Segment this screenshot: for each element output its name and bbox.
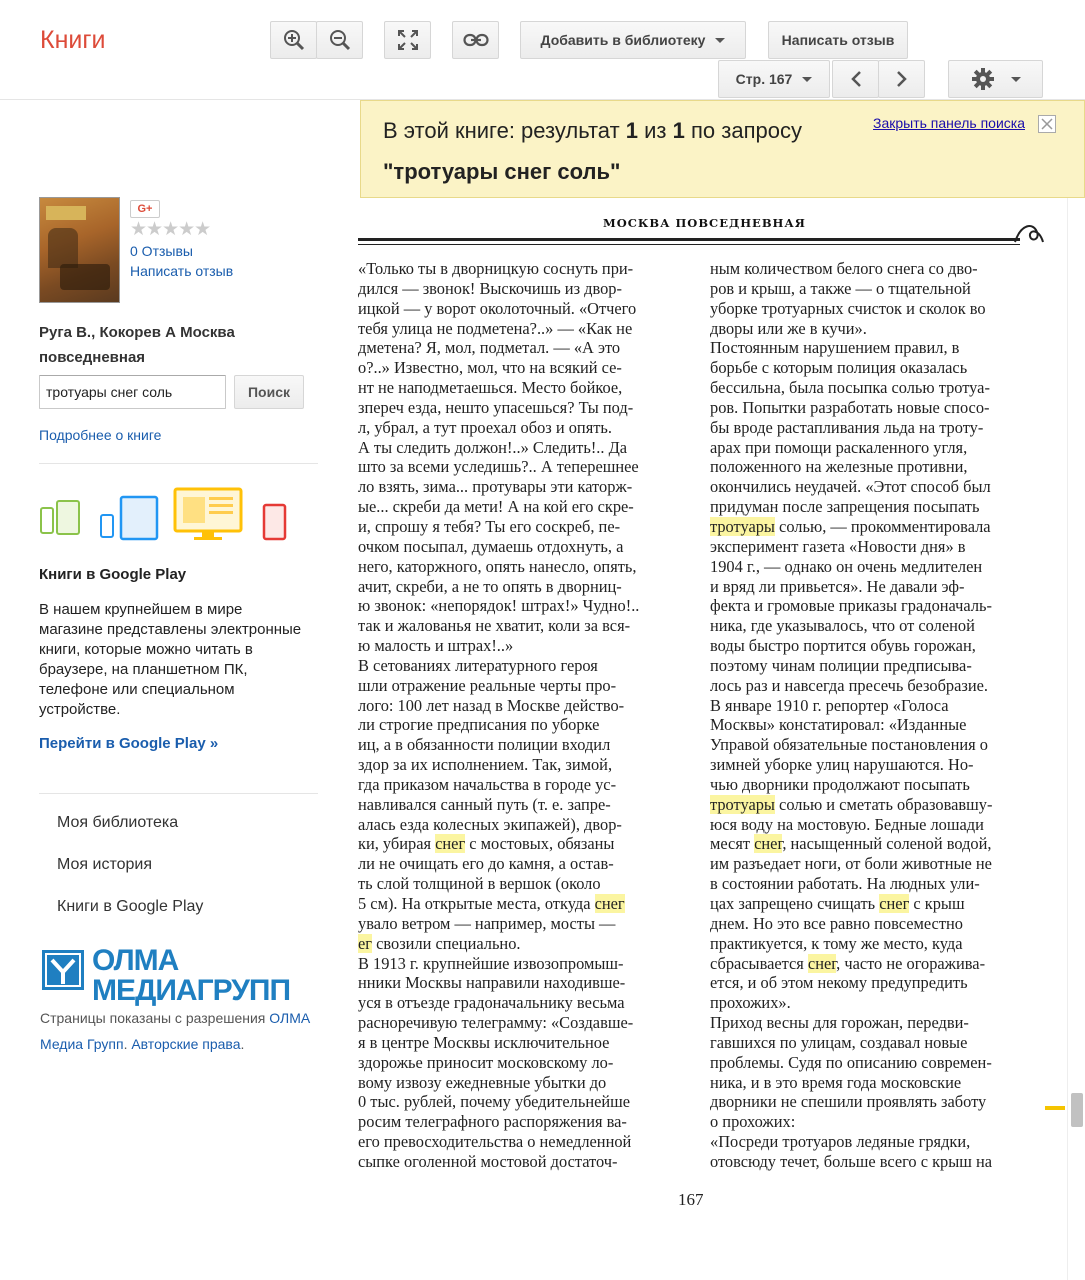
text-line: иц, а в обязанности полиции входил bbox=[358, 735, 611, 755]
text-line: дворники не спешили проявлять заботу bbox=[710, 1092, 987, 1112]
menu-google-play-books[interactable]: Книги в Google Play bbox=[57, 898, 204, 915]
text-line: дметена? Я, мол, подметал. — «А это bbox=[358, 338, 621, 358]
brand-logo[interactable]: Книги bbox=[40, 26, 106, 54]
book-cover[interactable] bbox=[39, 197, 120, 303]
text-line: 0 тыс. рублей, почему убедительнейше bbox=[358, 1092, 631, 1112]
text-line: и, спрошу я тебя? Ты его соскреб, пе- bbox=[358, 516, 621, 536]
publisher-logo-text: ОЛМА МЕДИАГРУПП bbox=[92, 944, 291, 1007]
text-line: росим телеграфного распоряжения ва- bbox=[358, 1112, 627, 1132]
menu-my-history[interactable]: Моя история bbox=[57, 856, 152, 873]
search-highlight[interactable]: снег bbox=[807, 953, 837, 973]
text-line: ки, убирая снег с мостовых, обязаны bbox=[358, 834, 615, 854]
close-search-panel-link[interactable]: Закрыть панель поиска bbox=[873, 115, 1025, 131]
text-line: ника, и в это время года московские bbox=[710, 1072, 962, 1092]
text-line: здор за их исполнением. Так, зимой, bbox=[358, 755, 613, 775]
text-line: им разъедает ноги, от боли животные не bbox=[710, 854, 992, 874]
text-line: ли строгие предписания по уборке bbox=[358, 715, 600, 735]
text-line: здорожье приносит московскому ло- bbox=[358, 1052, 614, 1072]
header-rule bbox=[358, 238, 1020, 241]
text-line: ю звонок: «непорядок! штрах!» Чудно!.. bbox=[358, 596, 640, 616]
link-button[interactable] bbox=[452, 21, 499, 59]
text-line: сбрасывается снег, часто не огоражива- bbox=[710, 953, 986, 973]
text-line: 1904 г., — однако он очень медлителен bbox=[710, 556, 983, 576]
top-toolbar bbox=[0, 0, 1085, 100]
book-title: Руга В., Кокорев А Москва повседневная bbox=[39, 324, 235, 366]
text-line: расноречивую телеграмму: «Создавше- bbox=[358, 1013, 634, 1033]
page-selector-label: Стр. 167 bbox=[735, 71, 793, 87]
text-line: Управой обязательные постановления о bbox=[710, 735, 988, 755]
fullscreen-button[interactable] bbox=[384, 21, 431, 59]
text-line: навливался санный путь (т. е. запре- bbox=[358, 794, 611, 814]
search-highlight[interactable]: ег bbox=[358, 933, 372, 953]
text-line: воды быстро портится обувь горожан, bbox=[710, 636, 976, 656]
text-line: поэтому чинам полиции предписыва- bbox=[710, 655, 972, 675]
running-head: МОСКВА ПОВСЕДНЕВНАЯ bbox=[603, 216, 806, 230]
add-to-library-button[interactable] bbox=[520, 21, 746, 59]
text-line: бессильна, была посыпка солью тротуа- bbox=[710, 378, 990, 398]
text-line: Постоянным нарушением правил, в bbox=[710, 338, 960, 358]
add-to-library-label: Добавить в библиотеку bbox=[540, 32, 706, 48]
text-line: его превосходительства о немедленной bbox=[358, 1132, 632, 1152]
text-line: тротуары солью, — прокомментировала bbox=[710, 516, 991, 536]
text-column-left bbox=[358, 259, 680, 1172]
chevron-left-icon bbox=[850, 70, 862, 88]
text-line: вому извозу ежедневные убытки до bbox=[358, 1072, 607, 1092]
text-line: ицкой — у ворот околоточный. «Отчего bbox=[358, 298, 637, 318]
text-line: Москвы» констатировал: «Изданные bbox=[710, 715, 967, 735]
text-line: зпереч езда, нешто упасешься? Ты под- bbox=[358, 397, 634, 417]
text-line: уборке тротуарных счисток и сколок во bbox=[710, 298, 986, 318]
text-line: ется, и об этом некому предупредить bbox=[710, 973, 968, 993]
search-results-panel bbox=[360, 100, 1085, 198]
text-line: ров и крыш, а также — о тщательной bbox=[710, 278, 971, 298]
search-highlight[interactable]: тротуары bbox=[710, 794, 775, 814]
write-review-button[interactable] bbox=[768, 21, 908, 59]
publisher-link[interactable]: ОЛМА Медиа Групп bbox=[40, 1010, 311, 1052]
text-line: ров. Попытки разработать новые спосо- bbox=[710, 397, 990, 417]
text-line: зимней уборке улиц нарушаются. Но- bbox=[710, 755, 974, 775]
settings-button[interactable] bbox=[948, 60, 1043, 98]
text-line: лось раз и навсегда пресечь безобразие. bbox=[710, 675, 989, 695]
book-page bbox=[358, 198, 1045, 1280]
scrollbar-thumb[interactable] bbox=[1071, 1093, 1083, 1127]
text-line: ть слой толщиной в вершок (около bbox=[358, 874, 601, 894]
google-play-description: В нашем крупнейшем в мире магазине представлены электронные книги, которые можно читать в браузере, на планшетном ПК, телефоне или специальном устройстве. bbox=[39, 601, 302, 718]
text-line: гда приказом начальства в городе ус- bbox=[358, 774, 617, 794]
chevron-right-icon bbox=[896, 70, 908, 88]
write-review-link[interactable]: Написать отзыв bbox=[130, 263, 234, 279]
text-line: ые... скреби да мети! А на кой его скре- bbox=[358, 497, 634, 517]
text-line: увало ветром — например, мосты — bbox=[358, 913, 616, 933]
prev-page-button[interactable] bbox=[832, 60, 879, 98]
text-line: дворы или же в кучи». bbox=[710, 318, 867, 338]
text-line: ли не очищать его до камня, а остав- bbox=[358, 854, 614, 874]
search-in-book-input[interactable] bbox=[39, 375, 226, 409]
text-line: нт не наподметаешься. Место бойкое, bbox=[358, 378, 623, 398]
text-line: о прохожих: bbox=[710, 1112, 796, 1132]
page-number: 167 bbox=[678, 1190, 704, 1209]
text-line: чью дворники продолжают посыпать bbox=[710, 774, 970, 794]
text-line: очком посыпал, думаешь отдохнуть, а bbox=[358, 536, 624, 556]
text-line: што за всеми уследишь?.. А теперешнее bbox=[358, 457, 639, 477]
fullscreen-icon bbox=[397, 29, 419, 51]
more-about-book-link[interactable]: Подробнее о книге bbox=[39, 427, 162, 443]
text-line: ным количеством белого снега со дво- bbox=[710, 259, 978, 278]
text-line: «Посреди тротуаров ледяные грядки, bbox=[710, 1132, 971, 1152]
text-line: ника, где указывалось, что от соленой bbox=[710, 616, 975, 636]
copyright-link[interactable]: Авторские права bbox=[131, 1036, 241, 1052]
google-plus-button[interactable]: G+ bbox=[130, 200, 160, 218]
text-line: ю малость и штрах!..» bbox=[358, 636, 514, 656]
text-line: уся в отъезде градоначальнику весьма bbox=[358, 993, 625, 1013]
text-line: ло взять, зима... протувары эти каторж- bbox=[358, 477, 633, 497]
text-line: ег свозили специально. bbox=[358, 933, 521, 953]
link-icon bbox=[463, 33, 489, 47]
text-line: Приход весны для горожан, передви- bbox=[710, 1013, 969, 1033]
text-line: арах при помощи раскаленного угля, bbox=[710, 437, 968, 457]
permission-note: Страницы показаны с разрешения ОЛМА Медиа Групп. Авторские права. bbox=[40, 1010, 311, 1052]
text-line: дился — звонок! Выскочишь из двор- bbox=[358, 278, 622, 298]
header-rule-thin bbox=[358, 244, 1020, 245]
text-line: В январе 1910 г. репортер «Голоса bbox=[710, 695, 949, 715]
text-line: придуман после запрещения посыпать bbox=[710, 497, 980, 517]
text-line: алась езда колесных экипажей), двор- bbox=[358, 814, 622, 834]
close-icon[interactable] bbox=[1038, 115, 1056, 133]
search-highlight[interactable]: снег bbox=[879, 894, 910, 913]
text-line: В сетованиях литературного героя bbox=[358, 655, 598, 675]
go-to-google-play-link[interactable]: Перейти в Google Play » bbox=[39, 735, 219, 752]
zoom-out-icon bbox=[329, 29, 351, 51]
page-selector[interactable] bbox=[718, 60, 830, 98]
text-line: и вряд ли привьется». Не давали эф- bbox=[710, 576, 965, 596]
text-line: о?..» Известно, мол, что на всякий се- bbox=[358, 358, 622, 378]
text-line: прохожих». bbox=[710, 993, 791, 1013]
text-line: него, каторжного, опять нанесло, опять, bbox=[358, 556, 637, 576]
text-line: я в центре Москвы исключительное bbox=[358, 1032, 610, 1052]
text-line: 5 см). На открытые места, откуда снег bbox=[358, 894, 625, 913]
next-page-button[interactable] bbox=[878, 60, 925, 98]
ornament-icon bbox=[1013, 220, 1045, 248]
text-line: В 1913 г. крупнейшие извозопромыш- bbox=[358, 953, 624, 973]
zoom-out-button[interactable] bbox=[316, 21, 363, 59]
text-line: положенного на железные противни, bbox=[710, 457, 968, 477]
search-highlight[interactable]: тротуары bbox=[710, 516, 775, 536]
text-line: эксперимент газета «Новости дня» в bbox=[710, 536, 966, 556]
text-line: тротуары солью и сметать образовавшу- bbox=[710, 794, 993, 814]
google-play-heading: Книги в Google Play bbox=[39, 566, 187, 583]
text-line: А ты следить должон!..» Следить!.. Да bbox=[358, 437, 628, 457]
text-line: бы вроде растапливания льда на троту- bbox=[710, 417, 984, 437]
chevron-down-icon bbox=[715, 38, 725, 43]
menu-my-library[interactable]: Моя библиотека bbox=[57, 814, 179, 831]
text-line: окончились неудачей. «Этот способ был bbox=[710, 477, 991, 497]
text-line: л, убрал, а тут проехал обоз и опять. bbox=[358, 417, 612, 437]
divider bbox=[39, 463, 318, 464]
text-line: месят снег, насыщенный соленой водой, bbox=[710, 834, 992, 854]
zoom-in-icon bbox=[283, 29, 305, 51]
text-line: «Только ты в дворницкую соснуть при- bbox=[358, 259, 634, 278]
text-column-right bbox=[710, 259, 1045, 1172]
search-query: "тротуары снег соль" bbox=[383, 159, 621, 184]
text-line: практикуется, к тому же место, куда bbox=[710, 933, 963, 953]
divider bbox=[39, 793, 318, 794]
gear-icon bbox=[971, 67, 995, 91]
devices-illustration bbox=[39, 485, 299, 545]
search-highlight[interactable]: снег bbox=[435, 834, 466, 854]
text-line: шли отражение реальные черты про- bbox=[358, 675, 617, 695]
scrollbar[interactable] bbox=[1067, 198, 1085, 1280]
text-line: нники Москвы направили находивше- bbox=[358, 973, 626, 993]
text-line: в состоянии работать. На людных ули- bbox=[710, 874, 980, 894]
text-line: так и жалованья не хватит, коли за вся- bbox=[358, 616, 631, 636]
text-line: фекта и громовые приказы градоначаль- bbox=[710, 596, 992, 616]
rating-stars: ★★★★★ bbox=[130, 219, 211, 240]
text-line: цах запрещено счищать снег с крыш bbox=[710, 894, 965, 913]
text-line: проблемы. Судя по описанию современ- bbox=[710, 1052, 992, 1072]
text-line: днем. Но это все равно повсеместно bbox=[710, 913, 963, 933]
search-highlight[interactable]: снег bbox=[594, 894, 625, 913]
chevron-down-icon bbox=[1011, 77, 1021, 82]
search-button[interactable]: Поиск bbox=[234, 375, 304, 409]
search-result-summary: В этой книге: результат 1 из 1 по запросу bbox=[383, 118, 802, 143]
text-line: ачит, скреби, а не то опять в дворниц- bbox=[358, 576, 622, 596]
text-line: отовсюду течет, больше всего с крыш на bbox=[710, 1151, 993, 1171]
text-line: тебя улица не подметена?..» — «Как не bbox=[358, 318, 633, 338]
sidebar bbox=[0, 100, 358, 1280]
write-review-label: Написать отзыв bbox=[781, 32, 895, 48]
text-line: борьбе с которым полиция оказалась bbox=[710, 358, 968, 378]
text-line: лого: 100 лет назад в Москве действо- bbox=[358, 695, 625, 715]
search-hit-marker[interactable] bbox=[1045, 1106, 1065, 1110]
reviews-link[interactable]: 0 Отзывы bbox=[130, 243, 193, 259]
text-line: гавшихся по улицам, создавал новые bbox=[710, 1032, 968, 1052]
search-highlight[interactable]: снег bbox=[754, 834, 783, 854]
chevron-down-icon bbox=[802, 77, 812, 82]
text-line: сыпке оголенной мостовой достаточ- bbox=[358, 1151, 618, 1171]
zoom-in-button[interactable] bbox=[270, 21, 317, 59]
text-line: юся воду на мостовую. Бедные лошади bbox=[710, 814, 984, 834]
